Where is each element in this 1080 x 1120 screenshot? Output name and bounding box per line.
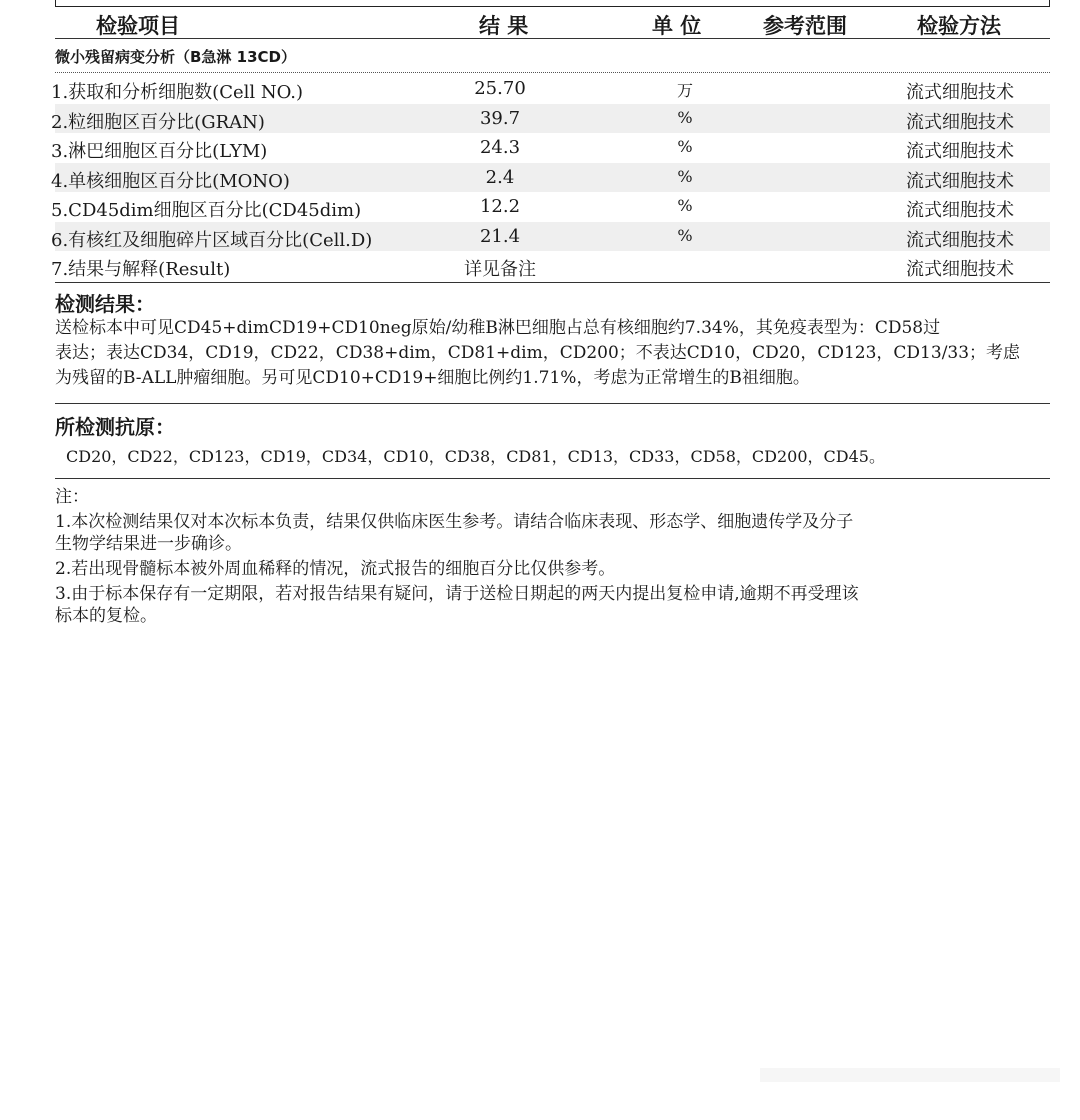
item-result: 25.70 <box>474 78 526 99</box>
item-name: 7.结果与解释(Result) <box>51 259 231 280</box>
table-row <box>51 222 1050 252</box>
findings-line: 表达；表达CD34，CD19，CD22，CD38+dim，CD81+dim，CD200；不表达CD10，CD20，CD123，CD13/33；考虑 <box>55 343 1021 363</box>
antigens-text <box>66 444 1061 469</box>
item-method: 流式细胞技术 <box>906 141 1014 162</box>
header-result: 结 果 <box>479 14 529 38</box>
notes-line: 2.若出现骨髓标本被外周血稀释的情况，流式报告的细胞百分比仅供参考。 <box>55 559 616 579</box>
item-method: 流式细胞技术 <box>906 82 1014 103</box>
findings-line: 为残留的B-ALL肿瘤细胞。另可见CD10+CD19+细胞比例约1.71%，考虑为正常增生的B祖细胞。 <box>55 368 810 388</box>
notes-line: 3.由于标本保存有一定期限，若对报告结果有疑问，请于送检日期起的两天内提出复检申请,逾期不再受理该 <box>55 584 859 604</box>
top-border <box>55 0 1050 7</box>
item-name: 4.单核细胞区百分比(MONO) <box>51 170 290 192</box>
item-name: 5.CD45dim细胞区百分比(CD45dim) <box>51 200 362 221</box>
item-result: 详见备注 <box>464 259 536 280</box>
item-method: 流式细胞技术 <box>906 229 1014 251</box>
table-bottom-divider <box>55 282 1050 283</box>
item-unit: % <box>677 166 693 186</box>
item-method: 流式细胞技术 <box>906 111 1014 133</box>
table-row <box>51 104 1050 134</box>
notes-line: 标本的复检。 <box>55 606 157 626</box>
item-method: 流式细胞技术 <box>906 200 1014 221</box>
header-divider <box>55 38 1050 39</box>
item-result: 24.3 <box>479 137 521 158</box>
header-method: 检验方法 <box>917 14 1001 38</box>
notes-section <box>55 485 1050 629</box>
item-name: 2.粒细胞区百分比(GRAN) <box>51 111 265 133</box>
item-unit: % <box>677 196 693 215</box>
table-row <box>51 74 1050 104</box>
antigens-divider <box>55 478 1050 479</box>
findings-divider <box>55 403 1050 404</box>
table-header <box>55 10 1050 38</box>
table-row <box>51 163 1050 193</box>
item-name: 6.有核红及细胞碎片区域百分比(Cell.D) <box>51 229 373 251</box>
item-result: 2.4 <box>485 166 515 188</box>
item-unit: 万 <box>676 81 693 100</box>
section-title: 微小残留病变分析（B急淋 13CD） <box>55 48 296 66</box>
findings-line: 送检标本中可见CD45+dimCD19+CD10neg原始/幼稚B淋巴细胞占总有核细胞约7.34%，其免疫表型为：CD58过 <box>55 318 941 338</box>
findings-title: 检测结果： <box>55 292 155 316</box>
results-table <box>51 74 1050 281</box>
item-unit: % <box>677 107 693 127</box>
antigens-title: 所检测抗原： <box>55 415 175 439</box>
faint-watermark <box>760 1060 1060 1090</box>
item-name: 3.淋巴细胞区百分比(LYM) <box>51 141 268 162</box>
table-row <box>51 133 1050 163</box>
item-result: 12.2 <box>479 196 521 217</box>
item-name: 1.获取和分析细胞数(Cell NO.) <box>51 82 304 103</box>
notes-line: 生物学结果进一步确诊。 <box>55 534 242 554</box>
item-unit: % <box>677 225 693 245</box>
header-item: 检验项目 <box>96 14 180 38</box>
item-unit: % <box>677 137 693 156</box>
item-method: 流式细胞技术 <box>906 170 1014 192</box>
table-row <box>51 192 1050 222</box>
antigens-line: CD20，CD22，CD123，CD19，CD34，CD10，CD38，CD81，CD13，CD33，CD58，CD200，CD45。 <box>66 447 885 466</box>
notes-label: 注： <box>55 487 89 507</box>
item-result: 39.7 <box>479 107 521 129</box>
table-row <box>51 251 1050 281</box>
notes-line: 1.本次检测结果仅对本次标本负责，结果仅供临床医生参考。请结合临床表现、形态学、细胞遗传学及分子 <box>55 512 854 532</box>
header-reference: 参考范围 <box>763 14 847 38</box>
item-method: 流式细胞技术 <box>906 259 1014 280</box>
section-divider <box>55 72 1050 73</box>
findings-text <box>55 316 1050 391</box>
header-unit: 单 位 <box>652 14 702 38</box>
item-result: 21.4 <box>479 225 521 247</box>
